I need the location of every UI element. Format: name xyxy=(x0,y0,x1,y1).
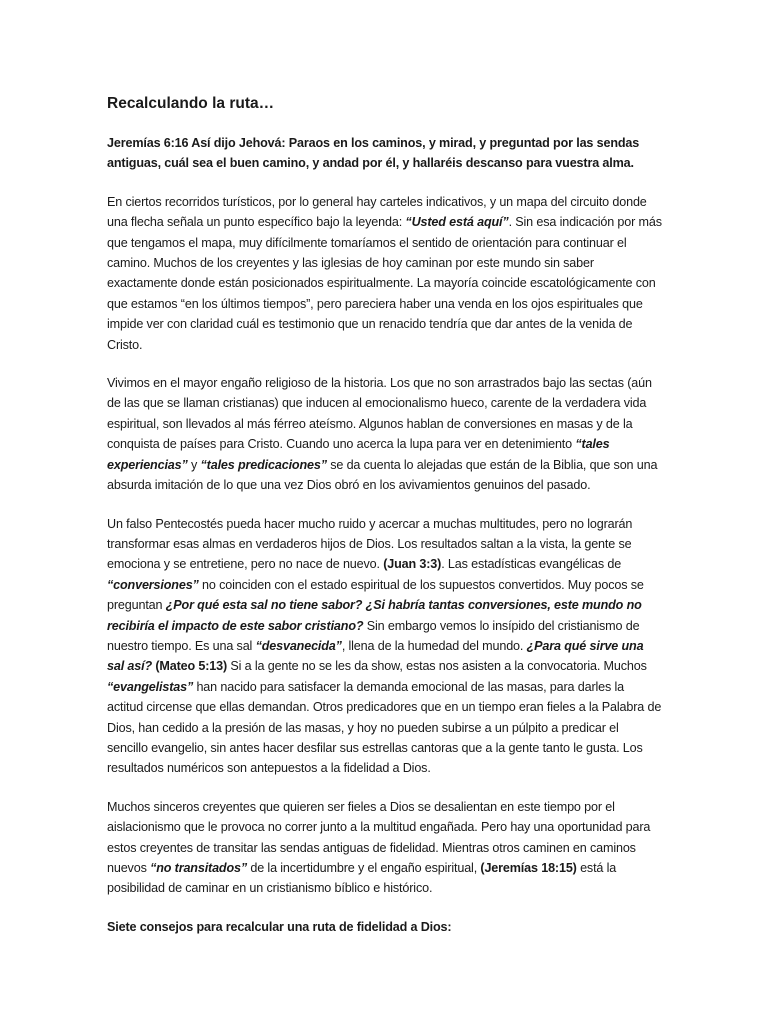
paragraph-3-text-7: Si a la gente no se les da show, estas nos asisten a la convocatoria. Muchos xyxy=(227,659,647,674)
paragraph-4-text-2: de la incertidumbre y el engaño espiritual, xyxy=(247,861,481,875)
paragraph-2-text-3: se da cuenta lo alejadas que están de la Biblia, que son una absurda imitación de lo que una vez Dios obró en los avivamientos genuinos del pasado. xyxy=(107,457,658,493)
paragraph-4-emphasis-1: “no transitados” xyxy=(150,861,248,875)
paragraph-1 xyxy=(107,192,662,355)
paragraph-1-text-1: En ciertos recorridos turísticos, por lo general hay carteles indicativos, y un mapa del circuito donde una flecha señala un punto específico bajo la leyenda: xyxy=(107,194,647,230)
paragraph-4-text-1: Muchos sinceros creyentes que quieren ser fieles a Dios se desalientan en este tiempo por el aislacionismo que le provoca no correr junto a la multitud engañada. Pero hay una oportunidad para estos creyentes de transitar las sendas antiguas de fidelidad. Mientras otros caminen en caminos nuevos xyxy=(107,799,651,875)
paragraph-1-text-2: . Sin esa indicación por más que tengamos el mapa, muy difícilmente tomaríamos el sentido de orientación para continuar el camino. Muchos de los creyentes y las iglesias de hoy caminan por este mundo sin saber exactamente donde están posicionados espiritualmente. La mayoría coincide escatológicamente con que estamos “en los últimos tiempos”, pero pareciera haber una venda en los ojos espirituales que impide ver con claridad cuál es testimonio que un renacido tendría que dar antes de la venida de Cristo. xyxy=(107,215,662,352)
paragraph-3-emphasis-5: “evangelistas” xyxy=(107,679,194,694)
paragraph-2-text-1: Vivimos en el mayor engaño religioso de la historia. Los que no son arrastrados bajo las sectas (aún de las que se llaman cristianas) que inducen al emocionalismo hueco, carente de la verdadera vida espiritual, son llevados al más férreo ateísmo. Algunos hablan de conversiones en masas y de la conquista de países para Cristo. Cuando uno acerca la lupa para ver en detenimiento xyxy=(107,376,652,452)
page-title: Recalculando la ruta… xyxy=(107,95,275,112)
paragraph-2-emphasis-1: “tales experiencias” xyxy=(107,437,610,472)
paragraph-4 xyxy=(107,797,662,899)
document-page xyxy=(107,93,662,955)
paragraph-3-text-3: no coinciden con el estado espiritual de los supuestos convertidos. Muy pocos se preguntan xyxy=(107,577,644,613)
paragraph-3-emphasis-2: ¿Por qué esta sal no tiene sabor? ¿Si habría tantas conversiones, este mundo no recibiría el impacto de este sabor cristiano? xyxy=(107,598,642,633)
paragraph-3-reference-1: (Juan 3:3) xyxy=(383,557,442,572)
bible-verse: Jeremías 6:16 Así dijo Jehová: Paraos en los caminos, y mirad, y preguntad por las sendas antiguas, cuál sea el buen camino, y andad por él, y hallaréis descanso para vuestra alma. xyxy=(107,136,640,171)
paragraph-2-emphasis-2: “tales predicaciones” xyxy=(200,457,327,472)
closing-heading: Siete consejos para recalcular una ruta de fidelidad a Dios: xyxy=(107,919,452,934)
paragraph-3 xyxy=(107,514,662,779)
paragraph-3-text-8: han nacido para satisfacer la demanda emocional de las masas, para darles la actitud circense que ellas demandan. Otros predicadores que en un tiempo eran fieles a la Palabra de Dios, han cedido a la presión de las masas, y hoy no pueden subirse a un púlpito a predicar el sencillo evangelio, sin antes hacer desfilar sus estrellas cantoras que a la gente tanto le gusta. Los resultados numéricos son antepuestos a la fidelidad a Dios. xyxy=(107,679,662,776)
paragraph-1-emphasis-1: “Usted está aquí” xyxy=(405,215,509,230)
paragraph-3-text-2: . Las estadísticas evangélicas de xyxy=(441,557,622,572)
paragraph-3-reference-2: (Mateo 5:13) xyxy=(155,659,228,674)
paragraph-3-emphasis-3: “desvanecida” xyxy=(255,638,342,653)
paragraph-3-emphasis-1: “conversiones” xyxy=(107,577,199,592)
paragraph-3-text-5: , llena de la humedad del mundo. xyxy=(341,638,527,653)
paragraph-2 xyxy=(107,373,662,495)
paragraph-3-text-1: Un falso Pentecostés pueda hacer mucho ruido y acercar a muchas multitudes, pero no lograrán transformar esas almas en verdaderos hijos de Dios. Los resultados saltan a la vista, la gente se emociona y se entretiene, pero no nace de nuevo. xyxy=(107,516,633,572)
paragraph-3-emphasis-4: ¿Para qué sirve una sal así? xyxy=(107,638,644,674)
paragraph-4-text-3: está la posibilidad de caminar en un cristianismo bíblico e histórico. xyxy=(107,861,617,896)
paragraph-2-text-2: y xyxy=(187,457,201,472)
paragraph-4-reference-1: (Jeremías 18:15) xyxy=(480,861,577,875)
paragraph-3-text-4: Sin embargo vemos lo insípido del cristianismo de nuestro tiempo. Es una sal xyxy=(107,618,640,653)
